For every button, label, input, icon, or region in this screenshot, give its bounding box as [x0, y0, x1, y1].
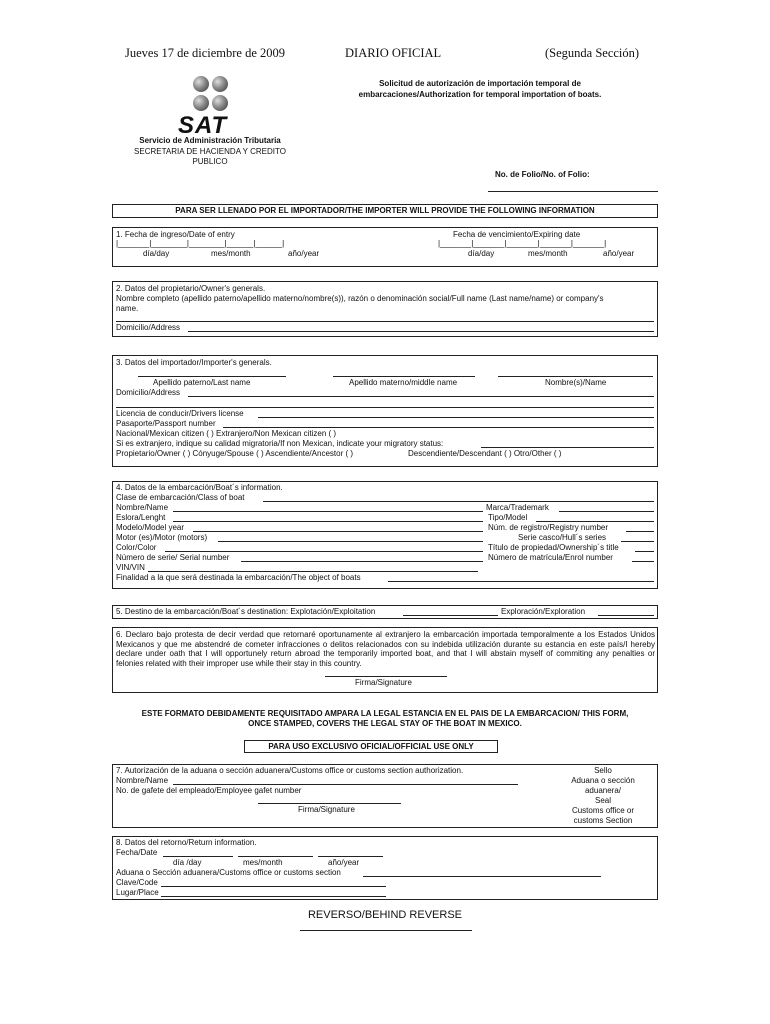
model-year-field[interactable] [193, 531, 483, 532]
return-day-label: día /day [173, 858, 202, 867]
entry-day: día/day [143, 249, 170, 258]
enrol-field[interactable] [632, 561, 654, 562]
return-customs-label: Aduana o Sección aduanera/Customs office or customs section [116, 868, 341, 877]
enrol-label: Número de matrícula/Enrol number [488, 553, 613, 562]
s7-signature-field[interactable] [258, 803, 401, 804]
section-4 [112, 481, 658, 589]
hull-field[interactable] [621, 541, 654, 542]
nationality-options[interactable]: Nacional/Mexican citizen ( ) Extranjero/Non Mexican citizen ( ) [116, 429, 337, 438]
length-field[interactable] [173, 521, 483, 522]
agency-line3: PUBLICO [192, 157, 228, 166]
expiring-date-boxes[interactable]: |_______|_______|_______|_______|_______| [438, 239, 607, 248]
declaration-signature-field[interactable] [325, 676, 447, 677]
folio-field[interactable] [488, 191, 658, 192]
form-title-line1: Solicitud de autorización de importación temporal de [379, 79, 581, 88]
entry-month: mes/month [211, 249, 251, 258]
return-month-field[interactable] [238, 856, 313, 857]
license-field[interactable] [258, 417, 654, 418]
agency-name: Servicio de Administración Tributaria [139, 136, 281, 145]
sat-logo-icon [193, 76, 233, 116]
vin-label: VIN/VIN [116, 563, 145, 572]
seal-line-6: customs Section [573, 816, 633, 825]
registry-field[interactable] [626, 531, 654, 532]
importer-banner: PARA SER LLENADO POR EL IMPORTADOR/THE IMPORTER WILL PROVIDE THE FOLLOWING INFORMATION [112, 204, 658, 218]
hull-label: Serie casco/Hull´s series [518, 533, 607, 542]
section-3 [112, 355, 658, 467]
return-customs-field[interactable] [363, 876, 601, 877]
entry-date-boxes[interactable]: |_______|________|________|______|______| [116, 239, 285, 248]
boat-name-label: Nombre/Name [116, 503, 169, 512]
serial-field[interactable] [241, 561, 483, 562]
official-use-banner: PARA USO EXCLUSIVO OFICIAL/OFFICIAL USE ONLY [244, 740, 498, 753]
color-field[interactable] [165, 551, 483, 552]
model-year-label: Modelo/Model year [116, 523, 185, 532]
s7-title: 7. Autorización de la aduana o sección aduanera/Customs office or customs section authorization. [116, 766, 464, 775]
vin-field[interactable] [148, 571, 478, 572]
passport-label: Pasaporte/Passport number [116, 419, 216, 428]
folio-label: No. de Folio/No. of Folio: [495, 170, 590, 179]
length-label: Eslora/Lenght [116, 513, 166, 522]
boat-name-field[interactable] [173, 511, 483, 512]
exit-day: día/day [468, 249, 495, 258]
declaration-signature-label: Firma/Signature [355, 678, 412, 687]
return-code-label: Clave/Code [116, 878, 158, 887]
expiring-date-label: Fecha de vencimiento/Expiring date [453, 230, 581, 239]
s7-signature-label: Firma/Signature [298, 805, 355, 814]
type-label: Tipo/Model [488, 513, 528, 522]
s3-address-label: Domicilio/Address [116, 388, 181, 397]
passport-field[interactable] [223, 427, 654, 428]
return-code-field[interactable] [161, 886, 386, 887]
purpose-field[interactable] [388, 581, 654, 582]
s4-title: 4. Datos de la embarcación/Boat´s information. [116, 483, 283, 492]
s2-fullname-label-cont: name. [116, 304, 139, 313]
sat-logo-text: SAT [178, 112, 228, 139]
serial-label: Número de serie/ Serial number [116, 553, 230, 562]
entry-date-label: 1. Fecha de ingreso/Date of entry [116, 230, 235, 239]
seal-line-5: Customs office or [571, 806, 635, 815]
names-field[interactable] [498, 376, 653, 377]
section-8 [112, 836, 658, 900]
gafete-label: No. de gafete del empleado/Employee gafet number [116, 786, 302, 795]
form-title-line2: embarcaciones/Authorization for temporal importation of boats. [358, 90, 602, 99]
last-name-field[interactable] [138, 376, 286, 377]
type-field[interactable] [536, 521, 654, 522]
agency-line2: SECRETARIA DE HACIENDA Y CREDITO [134, 146, 286, 156]
s2-fullname-label: Nombre completo (apellido paterno/apellido materno/nombre(s)), razón o denominación social/Full name (Last name/name) or company's [116, 294, 604, 303]
header-date: Jueves 17 de diciembre de 2009 [125, 46, 286, 60]
color-label: Color/Color [116, 543, 157, 552]
migratory-label: Si es extranjero, indique su calidad migratoria/If non Mexican, indicate your migratory status: [116, 439, 444, 448]
owner-address-field[interactable] [188, 331, 654, 332]
seal-line-2: Aduana o sección [571, 776, 635, 785]
title-num-field[interactable] [635, 551, 654, 552]
return-year-label: año/year [328, 858, 360, 867]
trademark-field[interactable] [559, 511, 654, 512]
return-place-field[interactable] [161, 896, 386, 897]
s7-name-label: Nombre/Name [116, 776, 169, 785]
return-day-field[interactable] [163, 856, 233, 857]
registry-label: Núm. de registro/Registry number [488, 523, 609, 532]
last-name-label: Apellido paterno/Last name [153, 378, 251, 387]
declaration-text: 6. Declaro bajo protesta de decir verdad que retornaré oportunamente al extranjero la embarcación importada temporalmente a los Estados Unidos Mexicanos y que me abstendré de cometer infracciones o delitos relacionados con su indebida utilización durante su estancia en este país/I hereby declare under oath that I will opportunely return abroad the temporarily imported boat, and that I will abstain myself of commiting any penalties or felonies related with their improper use while their stay in this country. [116, 630, 655, 668]
s2-address-label: Domicilio/Address [116, 323, 181, 332]
entry-year: año/year [288, 249, 320, 258]
seal-area [543, 766, 663, 826]
return-date-label: Fecha/Date [116, 848, 158, 857]
license-label: Licencia de conducir/Drivers license [116, 409, 244, 418]
trademark-label: Marca/Trademark [486, 503, 549, 512]
header-section: (Segunda Sección) [545, 46, 640, 60]
seal-line-4: Seal [594, 796, 611, 805]
section-1 [112, 227, 658, 267]
section-2 [112, 281, 658, 337]
legal-notice-line1: ESTE FORMATO DEBIDAMENTE REQUISITADO AMPARA LA LEGAL ESTANCIA EN EL PAIS DE LA EMBARCACION/ THIS FORM, [141, 709, 629, 718]
exploration-label: Exploración/Exploration [501, 607, 586, 616]
motors-label: Motor (es)/Motor (motors) [116, 533, 208, 542]
purpose-label: Finalidad a la que será destinada la embarcación/The object of boats [116, 573, 361, 582]
section-7 [112, 764, 658, 828]
destination-label: 5. Destino de la embarcación/Boat´s destination: Explotación/Exploitation [116, 607, 376, 616]
header-publication: DIARIO OFICIAL [345, 46, 442, 60]
class-label: Clase de embarcación/Class of boat [116, 493, 245, 502]
middle-name-label: Apellido materno/middle name [349, 378, 458, 387]
s7-name-field[interactable] [173, 784, 518, 785]
title-num-label: Título de propiedad/Ownership´s title [488, 543, 619, 552]
exploitation-field[interactable] [403, 615, 498, 616]
importer-address-field[interactable] [188, 396, 654, 397]
section-6 [112, 627, 658, 693]
relation-options-a[interactable]: Propietario/Owner ( ) Cónyuge/Spouse ( ) Ascendiente/Ancestor ( ) [116, 449, 353, 458]
migratory-field[interactable] [481, 447, 654, 448]
agency-block [120, 136, 300, 168]
form-title [330, 78, 630, 100]
exit-month: mes/month [528, 249, 568, 258]
legal-notice [100, 709, 670, 729]
reverse-label: REVERSO/BEHIND REVERSE [307, 909, 463, 921]
s8-title: 8. Datos del retorno/Return information. [116, 838, 257, 847]
class-field[interactable] [263, 501, 654, 502]
owner-name-field[interactable] [116, 321, 654, 322]
section-5 [112, 605, 658, 619]
reverse-underline [300, 930, 472, 931]
middle-name-field[interactable] [333, 376, 475, 377]
motors-field[interactable] [218, 541, 483, 542]
exit-year: año/year [603, 249, 635, 258]
s2-title: 2. Datos del propietario/Owner's generals. [116, 284, 266, 293]
relation-options-b[interactable]: Descendiente/Descendant ( ) Otro/Other ( ) [408, 449, 562, 458]
s3-title: 3. Datos del importador/Importer's generals. [116, 358, 272, 367]
return-month-label: mes/month [243, 858, 283, 867]
names-label: Nombre(s)/Name [545, 378, 607, 387]
exploration-field[interactable] [598, 615, 654, 616]
seal-line-1: Sello [594, 766, 612, 775]
seal-line-3: aduanera/ [584, 786, 622, 795]
return-year-field[interactable] [318, 856, 383, 857]
legal-notice-line2: ONCE STAMPED, COVERS THE LEGAL STAY OF THE BOAT IN MEXICO. [248, 719, 522, 728]
importer-address-field-2[interactable] [116, 407, 654, 408]
return-place-label: Lugar/Place [116, 888, 159, 897]
